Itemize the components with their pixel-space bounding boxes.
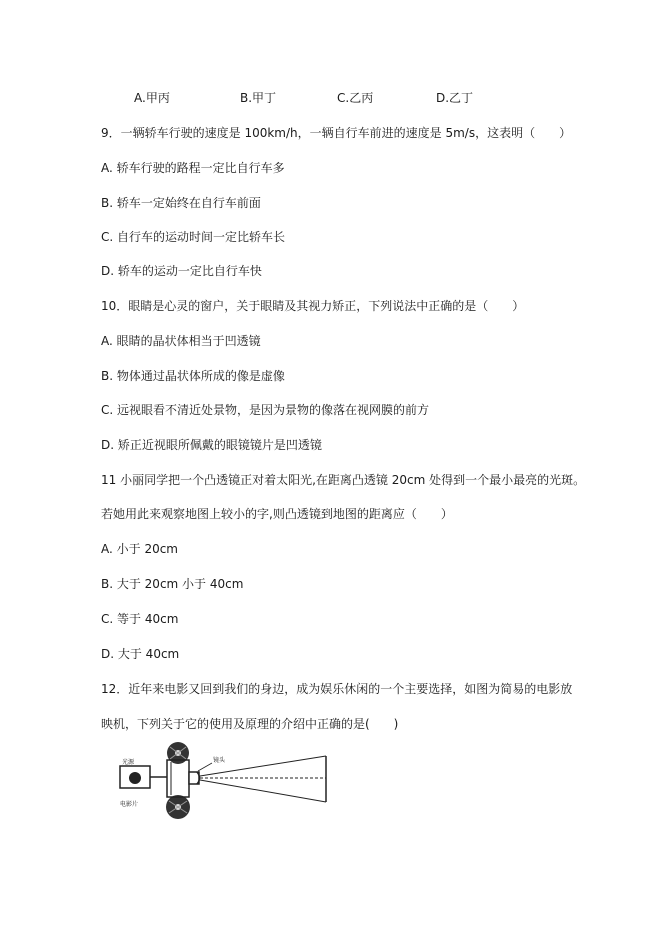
question-10-option-a: A. 眼睛的晶状体相当于凹透镜 [101,334,261,348]
question-11-option-d: D. 大于 40cm [101,647,180,661]
question-12-stem-line-1: 12．近年来电影又回到我们的身边，成为娱乐休闲的一个主要选择，如图为简易的电影放 [101,682,573,696]
question-11-stem-line-1: 11 小丽同学把一个凸透镜正对着太阳光,在距离凸透镜 20cm 处得到一个最小最亮的光斑。 [101,473,586,487]
question-9-stem: 9．一辆轿车行驶的速度是 100km/h，一辆自行车前进的速度是 5m/s，这表明（ ） [101,126,572,140]
question-10-option-d: D. 矫正近视眼所佩戴的眼镜镜片是凹透镜 [101,438,322,452]
question-9-option-a: A. 轿车行驶的路程一定比自行车多 [101,161,285,175]
question-11-stem-line-2: 若她用此来观察地图上较小的字,则凸透镜到地图的距离应（ ） [101,507,453,521]
question-11-option-a: A. 小于 20cm [101,542,178,556]
lens-label: 镜头 [213,757,226,764]
bulb [129,772,141,784]
light-source-label: 光源 [122,759,135,766]
question-10-option-c: C. 远视眼看不清近处景物，是因为景物的像落在视网膜的前方 [101,403,430,417]
film-strip [167,760,189,797]
question-10-option-b: B. 物体通过晶状体所成的像是虚像 [101,369,285,383]
question-9-option-b: B. 轿车一定始终在自行车前面 [101,196,261,210]
film-label: 电影片 [120,801,139,808]
prev-option-b: B.甲丁 [240,91,277,105]
question-12-stem-line-2: 映机，下列关于它的使用及原理的介绍中正确的是( ) [101,717,399,731]
prev-option-a: A.甲丙 [134,91,170,105]
question-10-stem: 10．眼睛是心灵的窗户，关于眼睛及其视力矫正，下列说法中正确的是（ ） [101,299,525,313]
film-projector-diagram [118,740,328,820]
question-9-option-c: C. 自行车的运动时间一定比轿车长 [101,230,286,244]
question-9-option-d: D. 轿车的运动一定比自行车快 [101,264,262,278]
prev-option-c: C.乙丙 [337,91,374,105]
prev-option-d: D.乙丁 [436,91,474,105]
question-11-option-b: B. 大于 20cm 小于 40cm [101,577,244,591]
question-11-option-c: C. 等于 40cm [101,612,179,626]
